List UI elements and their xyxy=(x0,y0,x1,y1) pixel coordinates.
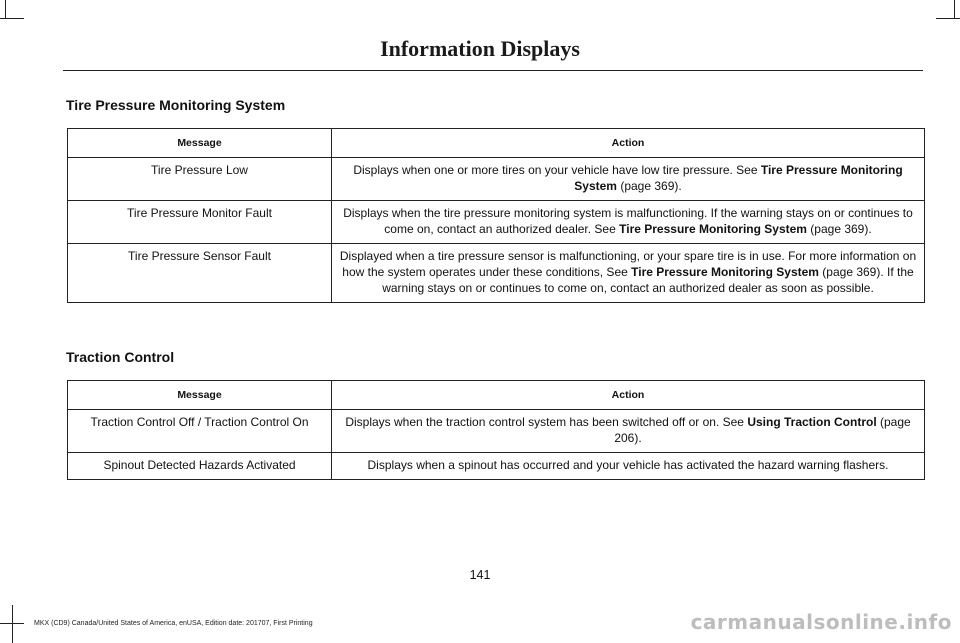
crop-mark xyxy=(5,0,6,18)
message-cell: Spinout Detected Hazards Activated xyxy=(68,453,332,480)
crop-mark xyxy=(0,18,24,19)
tire-pressure-table xyxy=(67,128,925,303)
table-row xyxy=(68,410,925,453)
column-header-message: Message xyxy=(68,381,332,410)
page-reference: (page 206). xyxy=(614,415,911,445)
action-text: Displays when the traction control system has been switched off or on. See xyxy=(345,415,748,429)
action-cell xyxy=(332,201,925,244)
page-reference: (page 369). If the warning stays on or continues to come on, contact an authorized dealer as soon as possible. xyxy=(382,265,914,295)
column-header-message: Message xyxy=(68,129,332,158)
edition-footer: MKX (CD9) Canada/United States of America, enUSA, Edition date: 201707, First Printing xyxy=(34,620,313,627)
crop-mark xyxy=(936,18,960,19)
header-divider xyxy=(63,70,923,71)
crop-mark xyxy=(12,605,13,643)
message-cell: Tire Pressure Monitor Fault xyxy=(68,201,332,244)
message-cell: Tire Pressure Low xyxy=(68,158,332,201)
table-row xyxy=(68,201,925,244)
table-row xyxy=(68,453,925,480)
cross-reference-link: Tire Pressure Monitoring System xyxy=(619,222,807,236)
action-cell xyxy=(332,244,925,303)
table-row xyxy=(68,158,925,201)
action-cell xyxy=(332,453,925,480)
cross-reference-link: Tire Pressure Monitoring System xyxy=(574,163,903,193)
action-text: Displays when one or more tires on your vehicle have low tire pressure. See xyxy=(353,163,761,177)
action-text: Displays when a spinout has occurred and your vehicle has activated the hazard warning flashers. xyxy=(367,458,889,472)
page-reference: (page 369). xyxy=(616,179,682,193)
action-cell xyxy=(332,410,925,453)
section-title-tire-pressure: Tire Pressure Monitoring System xyxy=(66,97,286,113)
page-number: 141 xyxy=(469,568,491,582)
section-title-traction-control: Traction Control xyxy=(66,349,175,365)
cross-reference-link: Tire Pressure Monitoring System xyxy=(631,265,819,279)
table-row xyxy=(68,244,925,303)
column-header-action: Action xyxy=(332,129,925,158)
traction-control-table xyxy=(67,380,925,480)
column-header-action: Action xyxy=(332,381,925,410)
message-cell: Traction Control Off / Traction Control On xyxy=(68,410,332,453)
page-title: Information Displays xyxy=(380,36,580,61)
action-text: Displayed when a tire pressure sensor is malfunctioning, or your spare tire is in use. For more information on how the system operates under these conditions, See xyxy=(339,249,917,279)
page-reference: (page 369). xyxy=(806,222,872,236)
watermark: carmanualsonline.info xyxy=(690,610,952,634)
cross-reference-link: Using Traction Control xyxy=(747,415,877,429)
crop-mark xyxy=(954,0,955,18)
message-cell: Tire Pressure Sensor Fault xyxy=(68,244,332,303)
action-text: Displays when the tire pressure monitoring system is malfunctioning. If the warning stays on or continues to come on, contact an authorized dealer. See xyxy=(343,206,913,236)
action-cell xyxy=(332,158,925,201)
